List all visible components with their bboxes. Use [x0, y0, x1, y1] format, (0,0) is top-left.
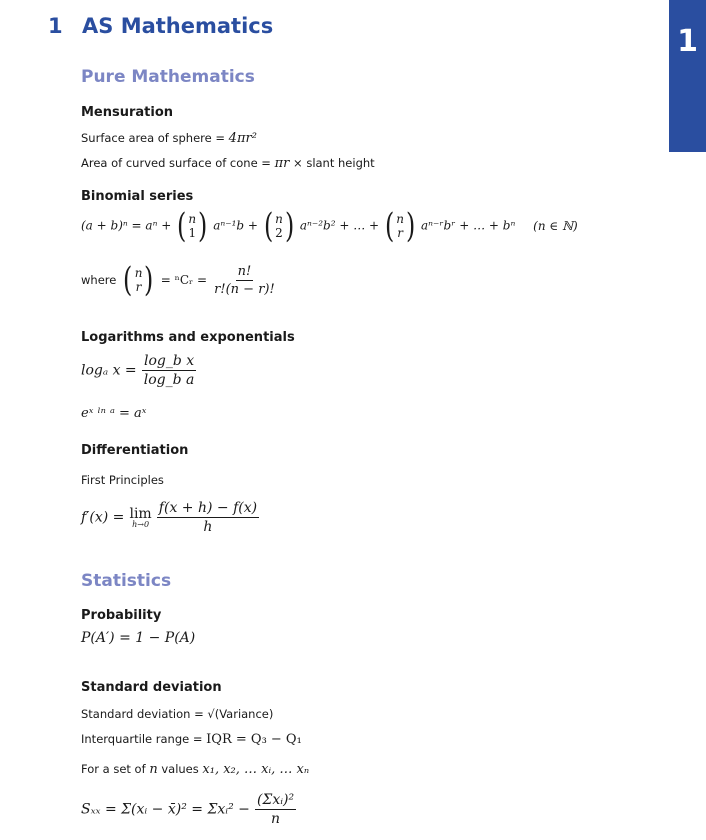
chapter-title: AS Mathematics: [82, 14, 274, 38]
binomial-term-2: aⁿ⁻²b² + … +: [299, 218, 380, 233]
binomial-formula: [81, 206, 578, 246]
set-line: [81, 762, 309, 777]
where-top: n: [134, 266, 143, 280]
binomial-where: [81, 260, 277, 300]
set-label: For a set of: [81, 762, 146, 776]
binom2-top: n: [275, 212, 283, 226]
sd-line: [81, 707, 273, 721]
where-coefficient: ( n r ): [123, 260, 154, 300]
where-fraction: [212, 264, 277, 297]
subheading-standard-deviation: Standard deviation: [81, 680, 222, 695]
binom2-bottom: 2: [275, 226, 283, 240]
subheading-logarithms: Logarithms and exponentials: [81, 330, 295, 345]
iqr-formula: IQR = Q₃ − Q₁: [206, 732, 302, 747]
subheading-mensuration: Mensuration: [81, 105, 174, 120]
cone-label: Area of curved surface of cone =: [81, 156, 271, 170]
set-n: n: [149, 762, 158, 777]
binomial-lhs: (a + b)ⁿ = aⁿ +: [81, 218, 172, 233]
set-mid: values: [161, 762, 199, 776]
derivative-numerator: f(x + h) − f(x): [158, 500, 258, 516]
sd-formula: √(Variance): [207, 707, 274, 721]
cone-line: [81, 156, 375, 171]
where-denominator: r!(n − r)!: [214, 281, 275, 297]
sxx-fraction: [255, 792, 296, 827]
log-fraction: [142, 353, 197, 388]
cone-formula: πr: [274, 156, 290, 171]
binomial-condition: (n ∈ ℕ): [533, 218, 578, 233]
iqr-label: Interquartile range =: [81, 732, 203, 746]
iqr-line: [81, 732, 302, 747]
where-numerator: n!: [237, 263, 252, 279]
binomial-term-r: aⁿ⁻ʳbʳ + … + bⁿ: [421, 218, 516, 233]
section-heading-statistics: Statistics: [81, 571, 172, 591]
binomial-coefficient-1: ( n 1 ): [177, 206, 208, 246]
sd-label: Standard deviation =: [81, 707, 204, 721]
derivative-lhs: f′(x) =: [81, 509, 125, 526]
limit-operator: [129, 507, 151, 529]
sxx-numerator: (Σxᵢ)²: [256, 792, 295, 808]
set-values: x₁, x₂, … xᵢ, … xₙ: [202, 762, 310, 777]
probability-formula: P(A′) = 1 − P(A): [81, 630, 196, 646]
where-bottom: r: [135, 280, 142, 294]
derivative-denominator: h: [203, 519, 213, 535]
chapter-number: 1: [48, 14, 63, 38]
log-change-of-base: [81, 353, 196, 388]
binomial-term-1: aⁿ⁻¹b +: [213, 218, 258, 233]
first-principles-label: First Principles: [81, 473, 164, 487]
derivative-fraction: [157, 500, 259, 535]
section-heading-pure: Pure Mathematics: [81, 67, 255, 87]
cone-rest: slant height: [306, 156, 375, 170]
sxx-denominator: n: [271, 811, 281, 827]
exp-formula: eˣ ˡⁿ ᵃ = aˣ: [81, 406, 147, 421]
where-label: where: [81, 273, 117, 287]
sphere-label: Surface area of sphere =: [81, 131, 226, 145]
derivative-definition: [81, 500, 259, 535]
subheading-probability: Probability: [81, 608, 162, 623]
sxx-formula: [81, 792, 296, 827]
sphere-formula: 4πr²: [228, 131, 257, 146]
binomial-coefficient-2: ( n 2 ): [263, 206, 295, 246]
sphere-line: [81, 131, 257, 146]
log-denominator: log_b a: [143, 372, 195, 388]
where-ncr: = ⁿCᵣ =: [160, 273, 208, 287]
limit-subscript: h→0: [132, 519, 150, 529]
sxx-lhs: Sₓₓ = Σ(xᵢ − x̄)² = Σxᵢ² −: [81, 801, 250, 818]
binom1-bottom: 1: [188, 226, 197, 240]
cone-times: ×: [293, 156, 303, 170]
log-numerator: log_b x: [143, 353, 195, 369]
log-lhs: logₐ x =: [81, 362, 137, 379]
chapter-side-tab-number: 1: [677, 24, 698, 59]
chapter-side-tab: [669, 0, 706, 152]
binomial-coefficient-r: ( n r ): [384, 206, 416, 246]
binom3-bottom: r: [397, 226, 403, 240]
binom3-top: n: [396, 212, 404, 226]
subheading-differentiation: Differentiation: [81, 443, 189, 458]
subheading-binomial: Binomial series: [81, 189, 194, 204]
limit-word: lim: [129, 505, 152, 522]
binom1-top: n: [188, 212, 197, 226]
